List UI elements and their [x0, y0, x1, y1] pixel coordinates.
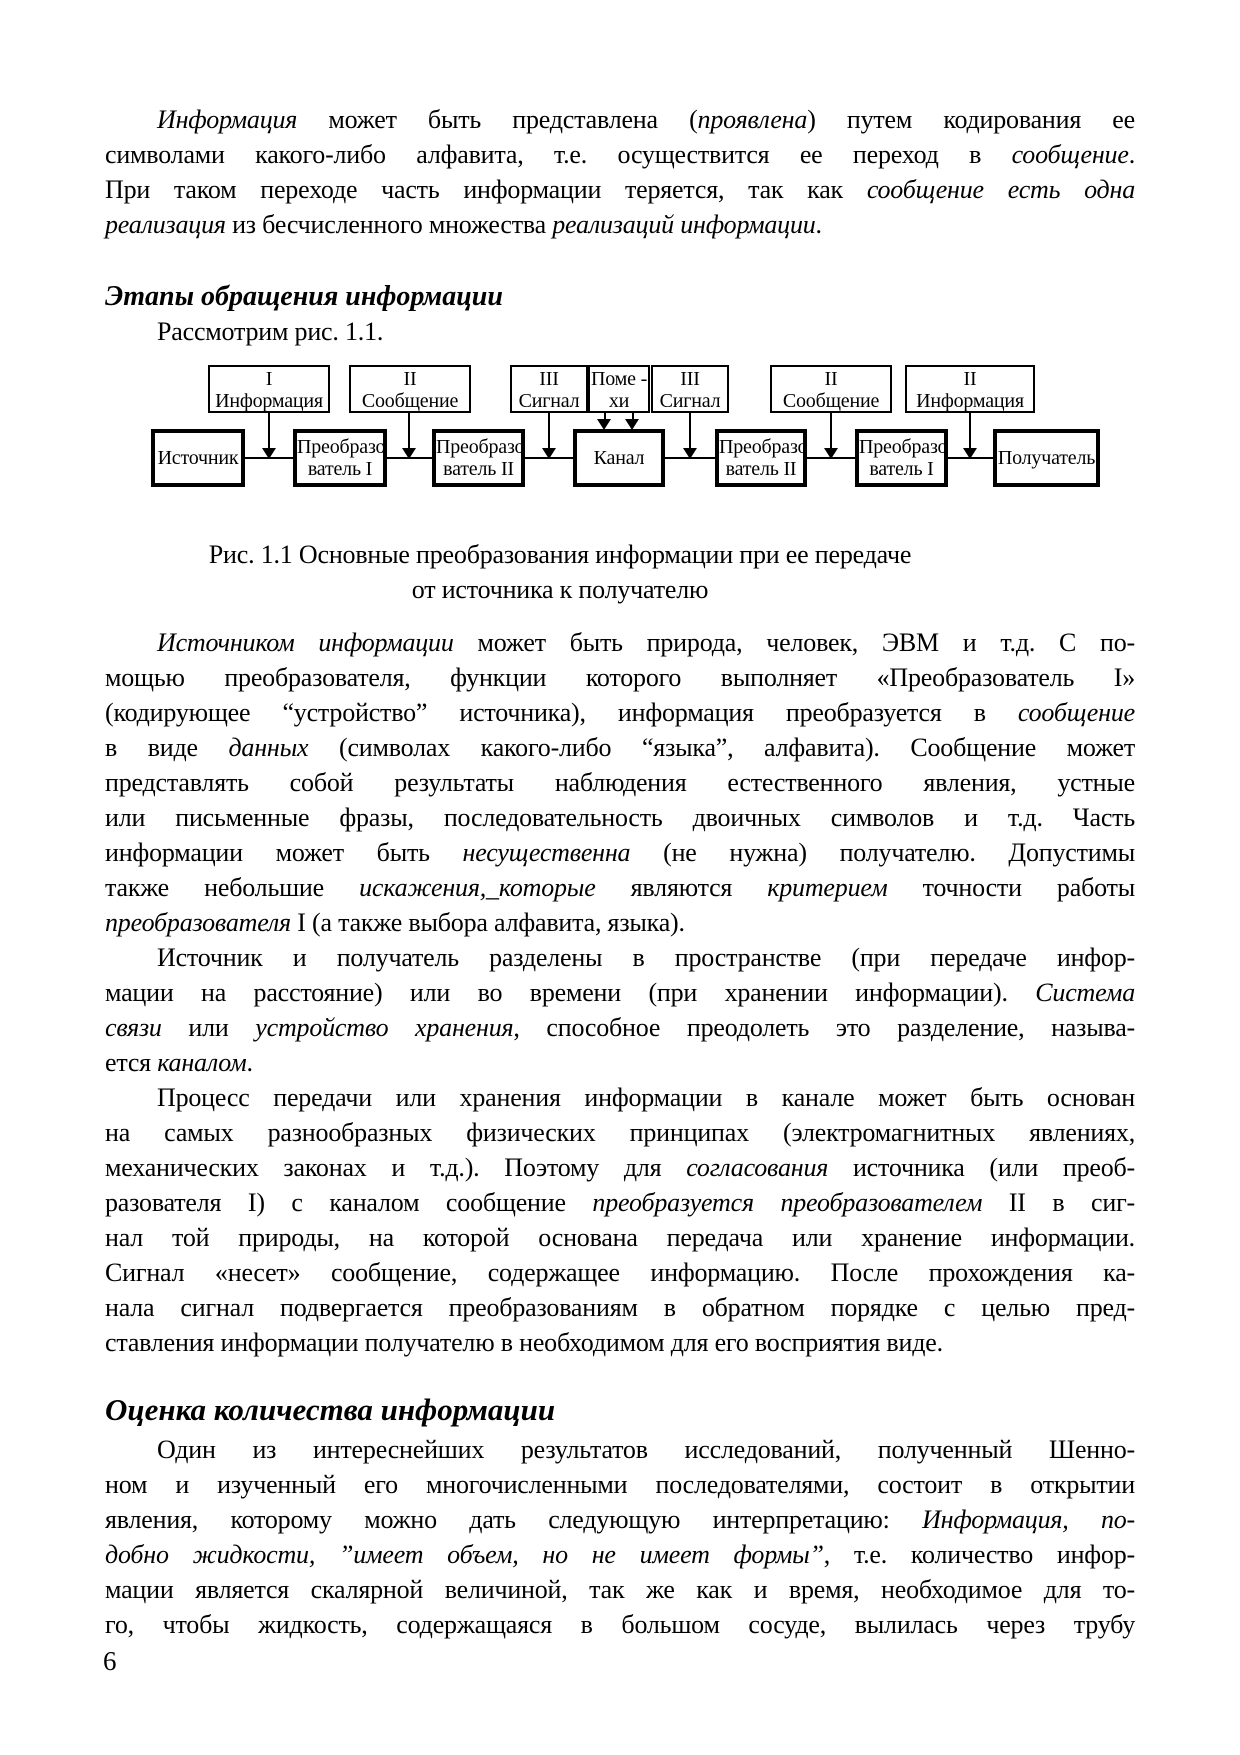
- text-line: преобразователя I (а также выбора алфавита, языка).: [105, 908, 685, 937]
- top-box-signal-2: [651, 365, 729, 413]
- paragraph-source: [105, 625, 1135, 940]
- text-line: (кодирующее “устройство” источника), информация преобразуется в сообщение: [105, 698, 1135, 727]
- box-label: Преобразо: [859, 436, 948, 458]
- box-label: ватель II: [725, 458, 797, 480]
- figure-caption-line: Рис. 1.1 Основные преобразования информации при ее передаче: [208, 540, 912, 569]
- box-label: Получатель: [997, 447, 1096, 469]
- connector-line: [830, 413, 832, 449]
- connector-line: [548, 413, 550, 449]
- box-label: Информация: [215, 390, 323, 412]
- box-label: III: [680, 368, 700, 390]
- text-line: явления, которому можно дать следующую интерпретацию: Информация, по-: [105, 1505, 1136, 1534]
- paragraph-consider-figure: [105, 314, 1135, 349]
- text-line: представлять собой результаты наблюдения естественного явления, устные: [105, 768, 1135, 797]
- top-box-message-1: [349, 365, 471, 413]
- box-label: I: [265, 368, 273, 390]
- box-label: ватель I: [307, 458, 373, 480]
- text-line: Источник и получатель разделены в пространстве (при передаче инфор-: [157, 943, 1135, 972]
- text-line: также небольшие искажения,_которые являются критерием точности работы: [105, 873, 1135, 902]
- bottom-box-receiver: [993, 429, 1100, 487]
- text-line: Процесс передачи или хранения информации в канале может быть основан: [157, 1083, 1135, 1112]
- top-box-information-1: [208, 365, 330, 413]
- text-line: Сигнал «несет» сообщение, содержащее информацию. После прохождения ка-: [105, 1258, 1135, 1287]
- text-line: механических законах и т.д.). Поэтому для согласования источника (или преоб-: [105, 1153, 1135, 1182]
- arrow-down-icon: [963, 448, 977, 459]
- bottom-box-converter-1b: [855, 429, 948, 487]
- arrow-down-icon: [625, 419, 639, 430]
- bottom-box-converter-1: [293, 429, 387, 487]
- text-line: информации может быть несущественна (не нужна) получателю. Допустимы: [105, 838, 1136, 867]
- text-line: реализация из бесчисленного множества реализаций информации.: [105, 210, 822, 239]
- box-label: Сигнал: [518, 390, 580, 412]
- bottom-box-channel: [573, 429, 665, 487]
- top-box-information-2: [905, 365, 1035, 413]
- box-label: Преобразо: [719, 436, 808, 458]
- section-heading-estimation: Оценка количества информации: [105, 1392, 556, 1427]
- top-box-signal-1: [510, 365, 588, 413]
- figure-caption: [105, 537, 1135, 607]
- text-line: ном и изученный его многочисленными последователями, состоит в открытии: [105, 1470, 1135, 1499]
- text-line: мации является скалярной величиной, так же как и время, необходимое для то-: [105, 1575, 1135, 1604]
- text-line: нал той природы, на которой основана передача или хранение информации.: [105, 1223, 1135, 1252]
- text-line: ставления информации получателю в необходимом для его восприятия виде.: [105, 1328, 943, 1357]
- bottom-box-source: [151, 429, 245, 487]
- box-label: Сигнал: [659, 390, 721, 412]
- arrow-down-icon: [597, 419, 611, 430]
- box-label: ватель II: [443, 458, 514, 480]
- arrow-down-icon: [402, 448, 416, 459]
- connector-line: [689, 413, 691, 449]
- text-line: мощью преобразователя, функции которого выполняет «Преобразователь I»: [105, 663, 1135, 692]
- arrow-down-icon: [262, 448, 276, 459]
- box-label: II: [824, 368, 838, 390]
- paragraph-separation: [105, 940, 1135, 1080]
- connector-line: [408, 413, 410, 449]
- text-line: Один из интереснейших результатов исследований, полученный Шенно-: [157, 1435, 1135, 1464]
- text-line: ется каналом.: [105, 1048, 253, 1077]
- text-line: символами какого-либо алфавита, т.е. осуществится ее переход в сообщение.: [105, 140, 1135, 169]
- connector-line: [268, 413, 270, 449]
- page-number: 6: [103, 1646, 117, 1676]
- box-label: хи: [608, 390, 630, 412]
- text-line: Источником информации может быть природа, человек, ЭВМ и т.д. С по-: [157, 628, 1136, 657]
- box-label: II: [963, 368, 977, 390]
- paragraph-process: [105, 1080, 1135, 1360]
- box-label: Поме -: [590, 368, 648, 390]
- paragraph-shannon: [105, 1432, 1135, 1642]
- bottom-box-converter-2b: [715, 429, 807, 487]
- text-line: или письменные фразы, последовательность двоичных символов и т.д. Часть: [105, 803, 1135, 832]
- box-label: ватель I: [869, 458, 934, 480]
- box-label: III: [539, 368, 559, 390]
- section-heading-stages: Этапы обращения информации: [105, 281, 503, 312]
- text-line: разователя I) с каналом сообщение преобразуется преобразователем II в сиг-: [105, 1188, 1135, 1217]
- bottom-box-converter-2: [432, 429, 525, 487]
- text-line: добно жидкости, ”имеет объем, но не имеет формы”, т.е. количество инфор-: [105, 1540, 1135, 1569]
- text-line: При таком переходе часть информации теряется, так как сообщение есть одна: [105, 175, 1135, 204]
- figure-1-1-diagram: [145, 363, 1145, 491]
- box-label: Сообщение: [361, 390, 459, 412]
- text-line: на самых разнообразных физических принципах (электромагнитных явлениях,: [105, 1118, 1135, 1147]
- text-line: в виде данных (символах какого-либо “языка”, алфавита). Сообщение может: [105, 733, 1136, 762]
- text-line: Рассмотрим рис. 1.1.: [157, 317, 384, 346]
- text-line: связи или устройство хранения, способное преодолеть это разделение, называ-: [105, 1013, 1136, 1042]
- arrow-down-icon: [542, 448, 556, 459]
- connector-line: [969, 413, 971, 449]
- top-box-message-2: [770, 365, 892, 413]
- text-column: [105, 102, 1135, 1642]
- box-label: Источник: [157, 447, 239, 469]
- box-label: Канал: [593, 447, 645, 469]
- top-box-noise: [588, 365, 650, 413]
- box-label: Информация: [916, 390, 1024, 412]
- text-line: го, чтобы жидкость, содержащаяся в большом сосуде, вылилась через трубу: [105, 1610, 1135, 1639]
- arrow-down-icon: [824, 448, 838, 459]
- box-label: Преобразо: [436, 436, 525, 458]
- paragraph-intro: [105, 102, 1135, 242]
- box-label: Сообщение: [782, 390, 880, 412]
- arrow-down-icon: [683, 448, 697, 459]
- box-label: Преобразо: [297, 436, 386, 458]
- figure-caption-line: от источника к получателю: [411, 575, 709, 604]
- text-line: мации на расстояние) или во времени (при хранении информации). Система: [105, 978, 1135, 1007]
- box-label: II: [403, 368, 417, 390]
- text-line: нала сигнал подвергается преобразованиям в обратном порядке с целью пред-: [105, 1293, 1135, 1322]
- text-line: Информация может быть представлена (проявлена) путем кодирования ее: [157, 105, 1135, 134]
